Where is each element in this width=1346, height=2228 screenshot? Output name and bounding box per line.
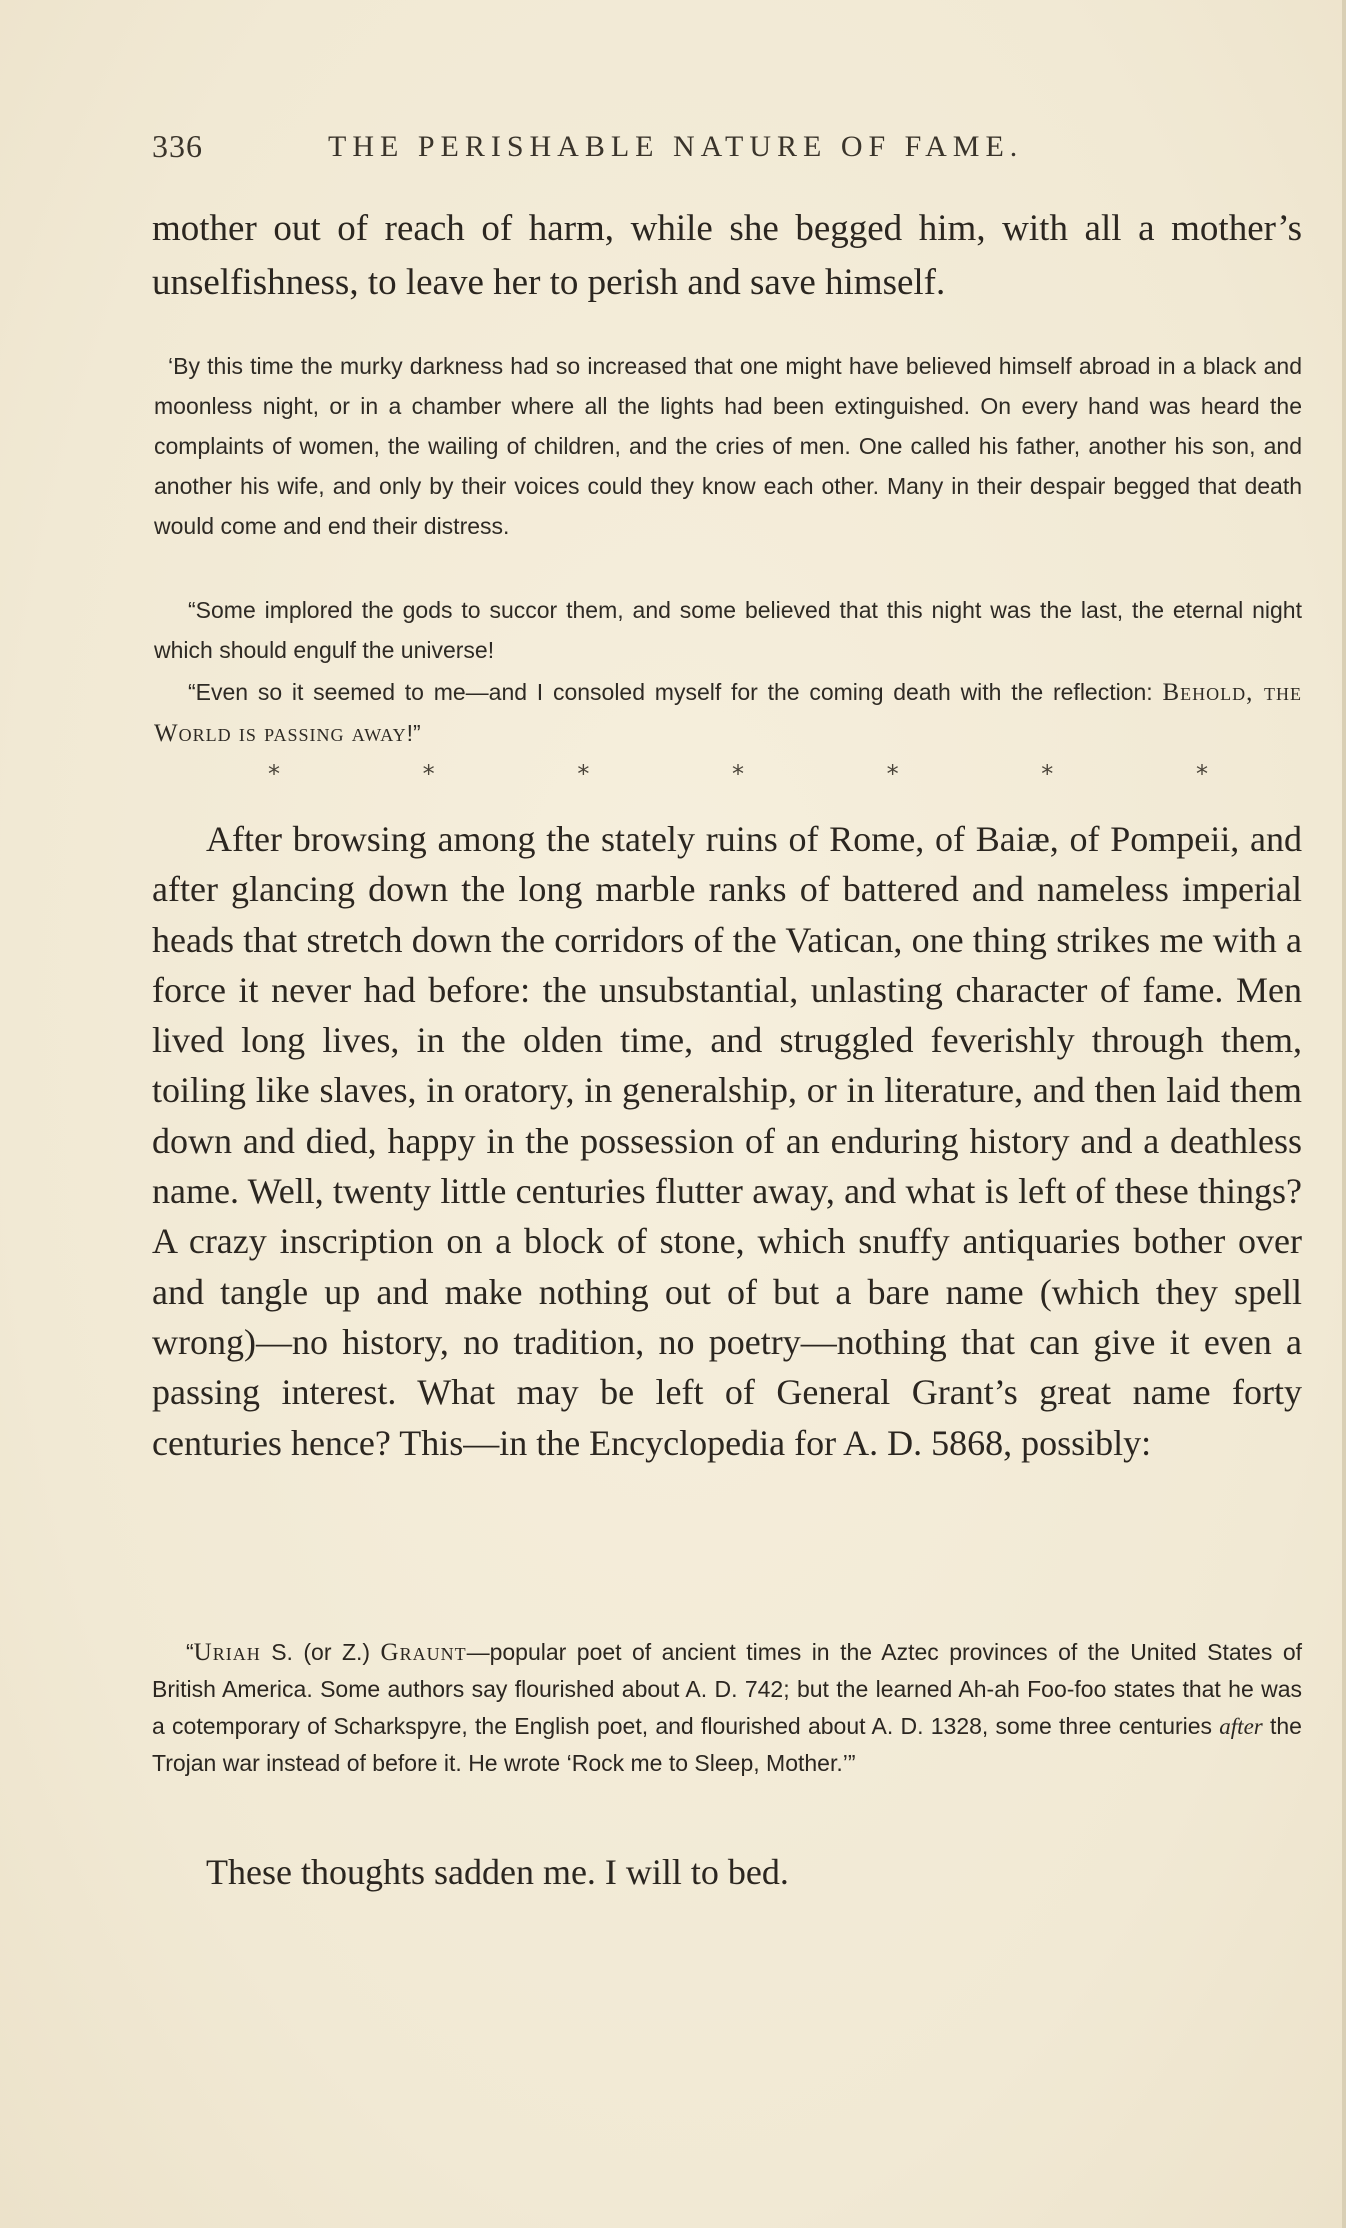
quotation-paragraph-3: [154, 672, 1302, 754]
separator-star: *: [1041, 760, 1054, 788]
entry-first-name: Uriah: [193, 1639, 261, 1666]
section-separator: [268, 760, 1208, 796]
separator-star: *: [1195, 760, 1208, 788]
separator-star: *: [577, 760, 590, 788]
page-edge: [1342, 0, 1346, 2228]
page-header: [152, 128, 1192, 168]
separator-star: *: [422, 760, 435, 788]
main-paragraph: After browsing among the stately ruins of Rome, of Baiæ, of Pompeii, and after glancing down the long marble ranks of battered and nameless imperial heads that stretch down the corridors of the Vatican, one thing strikes me with a force it never had before: the unsubstantial, unlasting character of fame. Men lived long lives, in the olden time, and struggled feverishly through them, toiling like slaves, in oratory, in generalship, or in literature, and then laid them down and died, happy in the possession of an enduring history and a deathless name. Well, twenty little centuries flutter away, and what is left of these things? A crazy inscription on a block of stone, which snuffy antiquaries bother over and tangle up and make nothing out of but a bare name (which they spell wrong)—no history, no tradition, no poetry—nothing that can give it even a passing interest. What may be left of General Grant’s great name forty centuries hence? This—in the Encyclopedia for A. D. 5868, possibly:: [152, 819, 1302, 1463]
closing-paragraph: These thoughts sadden me. I will to bed.: [206, 1852, 789, 1892]
entry-middle-name: S. (or Z.): [260, 1639, 381, 1665]
separator-star: *: [886, 760, 899, 788]
running-title: THE PERISHABLE NATURE OF FAME.: [328, 130, 1024, 163]
entry-open-quote: “: [186, 1639, 194, 1665]
quotation-paragraph-2: “Some implored the gods to succor them, and some believed that this night was the last, the eternal night which should engulf the universe!: [154, 597, 1302, 663]
quotation-paragraph-3-end: !”: [406, 720, 421, 746]
quotation-paragraph-3-start: “Even so it seemed to me—and I consoled myself for the coming death with the reflection:: [188, 679, 1163, 705]
entry-text-after-italic: the Trojan war instead of before it. He wrote ‘Rock me to Sleep, Mother.’”: [152, 1713, 1302, 1776]
entry-surname: Graunt: [380, 1639, 467, 1666]
separator-star: *: [268, 760, 280, 788]
entry-text-before-italic: —popular poet of ancient times in the Aztec provinces of the United States of British America. Some authors say flourished about A. D. 742; but the learned Ah-ah Foo-foo states that he was a cotemporary of Scharkspyre, the English poet, and flourished about A. D. 1328, some three centuries: [152, 1639, 1302, 1739]
page-number: 336: [152, 128, 203, 164]
quotation-paragraph-1: ‘By this time the murky darkness had so increased that one might have believed himself abroad in a black and moonless night, or in a chamber where all the lights had been extinguished. On every hand was heard the complaints of women, the wailing of children, and the cries of men. One called his father, another his son, and another his wife, and only by their voices could they know each other. Many in their despair begged that death would come and end their distress.: [154, 353, 1302, 539]
separator-star: *: [731, 760, 744, 788]
entry-italic-word: after: [1219, 1714, 1263, 1739]
encyclopedia-entry: [152, 1634, 1302, 1782]
opening-paragraph: mother out of reach of harm, while she begged him, with all a mother’s unselfishness, to leave her to perish and save himself.: [152, 208, 1302, 303]
quotation-small-caps: Behold, the World is passing away: [154, 679, 1302, 747]
